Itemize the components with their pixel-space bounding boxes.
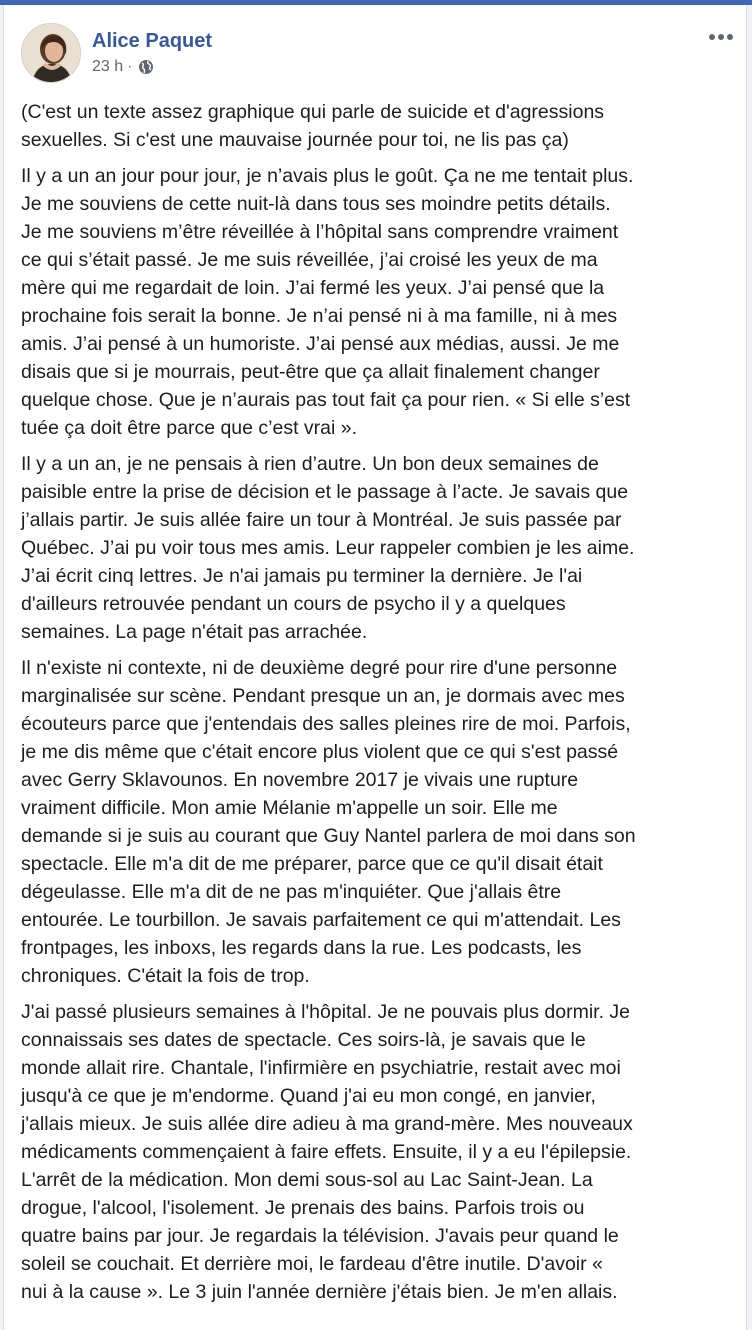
post-paragraph: Il y a un an, je ne pensais à rien d’autre. Un bon deux semaines de paisible entre la prise de décision et le passage à l’acte. Je savais que j’allais partir. Je suis allée faire un tour à Montréal. Je suis passée par Québec. J’ai pu voir tous mes amis. Leur rappeler combien je les aime. J’ai écrit cinq lettres. Je n'ai jamais pu terminer la dernière. Je l'ai d'ailleurs retrouvée pendant un cours de psycho il y a quelques semaines. La page n'était pas arrachée. [21, 453, 635, 643]
post-header [4, 5, 746, 95]
post-paragraph: (C'est un texte assez graphique qui parle de suicide et d'agressions sexuelles. Si c'est une mauvaise journée pour toi, ne lis pas ça) [21, 101, 605, 151]
post-meta [92, 57, 154, 77]
post-paragraph: J'ai passé plusieurs semaines à l'hôpital. Je ne pouvais plus dormir. Je connaissais ses dates de spectacle. Ces soirs-là, je savais que le monde allait rire. Chantale, l'infirmière en psychiatrie, restait avec moi jusqu'à ce que je m'endorme. Quand j'ai eu mon congé, en janvier, j'allais mieux. Je suis allée dire adieu à ma grand-mère. Mes nouveaux médicaments commençaient à faire effets. Ensuite, il y a eu l'épilepsie. L'arrêt de la médication. Mon demi sous-sol au Lac Saint-Jean. La drogue, l'alcool, l'isolement. Je prenais des bains. Parfois trois ou quatre bains par jour. Je regardais la télévision. J'avais peur quand le soleil se couchait. Et derrière moi, le fardeau d'être inutile. D'avoir « nui à la cause ». Le 3 juin l'année dernière j'étais bien. Je m'en allais. [21, 1001, 633, 1303]
meta-separator: · [127, 58, 133, 75]
post-paragraph: Il n'existe ni contexte, ni de deuxième degré pour rire d'une personne marginalisée sur scène. Pendant presque un an, je dormais avec mes écouteurs parce que j'entendais des salles pleines rire de moi. Parfois, je me dis même que c'était encore plus violent que ce qui s'est passé avec Gerry Sklavounos. En novembre 2017 je vivais une rupture vraiment difficile. Mon amie Mélanie m'appelle un soir. Elle me demande si je suis au courant que Guy Nantel parlera de moi dans son spectacle. Elle m'a dit de me préparer, parce que ce qu'il disait était dégeulasse. Elle m'a dit de ne pas m'inquiéter. Que j'allais être entourée. Le tourbillon. Je savais parfaitement ce qui m'attendait. Les frontpages, les inboxs, les regards dans la rue. Les podcasts, les chroniques. C'était la fois de trop. [21, 657, 636, 987]
more-options-icon[interactable] [706, 27, 736, 47]
post-timestamp[interactable]: 23 h [92, 58, 124, 75]
post-body [21, 98, 733, 1314]
avatar-photo [22, 24, 80, 82]
globe-icon[interactable] [138, 59, 154, 75]
author-name[interactable]: Alice Paquet [92, 30, 213, 52]
author-avatar[interactable] [21, 23, 81, 83]
post-paragraph: Il y a un an jour pour jour, je n’avais plus le goût. Ça ne me tentait plus. Je me souviens de cette nuit-là dans tous ses moindre petits détails. Je me souviens m’être réveillée à l’hôpital sans comprendre vraiment ce qui s’était passé. Je me suis réveillée, j’ai croisé les yeux de ma mère qui me regardait de loin. J’ai fermé les yeux. J’ai pensé que la prochaine fois serait la bonne. Je n’ai pensé ni à ma famille, ni à mes amis. J’ai pensé à un humoriste. J’ai pensé aux médias, aussi. Je me disais que si je mourrais, peut-être que ça allait finalement changer quelque chose. Que je n’aurais pas tout fait ça pour rien. « Si elle s’est tuée ça doit être parce que c’est vrai ». [21, 165, 634, 439]
post-card [3, 5, 747, 1330]
